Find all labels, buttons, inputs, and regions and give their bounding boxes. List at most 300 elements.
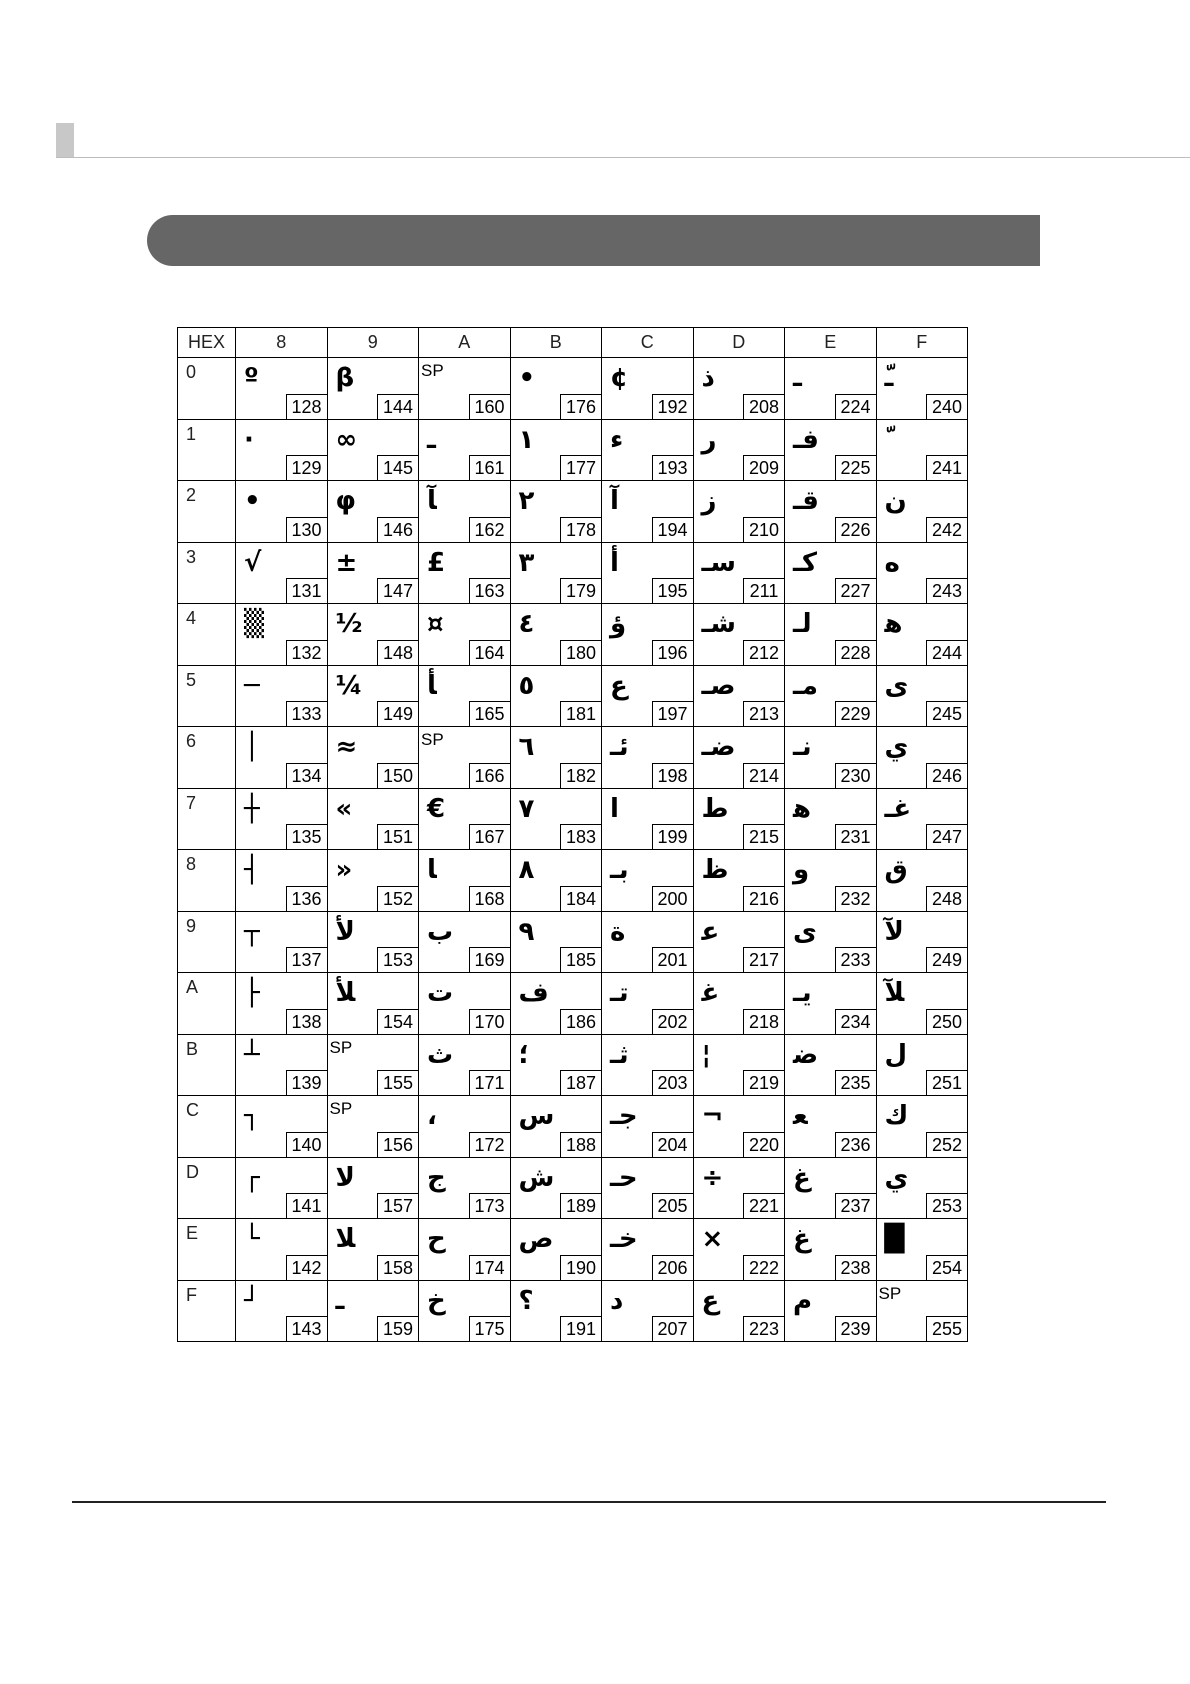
code-number: 176 [560,394,601,419]
code-number: 241 [926,455,967,480]
table-row [178,358,968,420]
code-cell [236,358,328,420]
glyph: ف [518,978,549,1008]
glyph: ل [884,1039,908,1070]
code-cell [785,1034,877,1096]
code-cell [785,604,877,666]
glyph: شـ [701,609,736,639]
code-cell [419,665,511,727]
code-number: 142 [286,1255,327,1280]
row-label: E [178,1219,236,1281]
code-number: 225 [835,455,876,480]
header-rule [56,157,1190,158]
table-row [178,973,968,1035]
code-number: 174 [469,1255,510,1280]
glyph: بـ [610,855,629,885]
code-number: 160 [469,394,510,419]
code-cell [693,1157,785,1219]
glyph: █ [884,1224,905,1254]
glyph: ث [427,1039,454,1070]
code-cell [693,665,785,727]
row-label: 4 [178,604,236,666]
code-cell [785,419,877,481]
code-cell [327,665,419,727]
code-number: 215 [743,824,784,849]
code-number: 172 [469,1132,510,1157]
code-cell [419,1157,511,1219]
glyph: أ [610,547,619,578]
table-row [178,665,968,727]
code-number: 154 [377,1009,418,1034]
code-number: 136 [286,886,327,911]
code-cell [236,1280,328,1342]
table-header-row [178,328,968,358]
row-label: D [178,1157,236,1219]
code-cell [510,604,602,666]
code-number: 216 [743,886,784,911]
row-label: 1 [178,419,236,481]
code-cell [419,1280,511,1342]
code-number: 196 [652,640,693,665]
code-cell [419,419,511,481]
code-cell [510,542,602,604]
glyph: ├ [244,978,260,1008]
code-number: 168 [469,886,510,911]
code-number: 218 [743,1009,784,1034]
glyph: مـ [793,670,818,701]
glyph: ﻸ [335,978,356,1008]
code-number: 159 [377,1316,418,1341]
code-number: 198 [652,763,693,788]
code-cell [785,911,877,973]
code-cell [236,542,328,604]
row-label: 5 [178,665,236,727]
column-header: A [419,328,511,358]
glyph: ﻫ [884,609,903,639]
code-number: 236 [835,1132,876,1157]
code-number: 150 [377,763,418,788]
code-cell [236,1157,328,1219]
code-number: 171 [469,1070,510,1095]
code-number: 221 [743,1193,784,1218]
glyph: ٧ [518,793,535,824]
code-cell [327,419,419,481]
code-number: 131 [286,578,327,603]
code-number: 246 [926,763,967,788]
glyph: ن [884,486,907,516]
code-cell [236,973,328,1035]
code-number: 229 [835,701,876,726]
glyph: ـ [427,424,436,455]
code-number: 254 [926,1255,967,1280]
code-cell [785,1157,877,1219]
code-number: 247 [926,824,967,849]
glyph: ┬ [244,916,260,947]
code-number: 231 [835,824,876,849]
code-cell [602,1034,694,1096]
glyph: SP [878,1283,902,1303]
table-row [178,850,968,912]
code-number: 240 [926,394,967,419]
code-cell [419,973,511,1035]
code-cell [876,1280,968,1342]
code-cell [876,358,968,420]
glyph: ┼ [244,793,260,824]
glyph: ي [884,1162,909,1193]
glyph: ─ [244,670,260,701]
code-number: 173 [469,1193,510,1218]
code-cell [785,358,877,420]
code-cell [785,850,877,912]
glyph: ٣ [518,547,535,578]
code-cell [510,727,602,789]
table-row [178,419,968,481]
column-header: B [510,328,602,358]
code-number: 244 [926,640,967,665]
code-cell [876,973,968,1035]
glyph: SP [329,1037,353,1057]
glyph: م [793,1285,813,1316]
row-label: 7 [178,788,236,850]
code-number: 230 [835,763,876,788]
code-cell [693,911,785,973]
code-number: 239 [835,1316,876,1341]
code-cell [785,788,877,850]
code-cell [510,1280,602,1342]
code-number: 184 [560,886,601,911]
code-cell [693,1034,785,1096]
code-number: 187 [560,1070,601,1095]
glyph: ذ [701,363,715,393]
code-cell [419,911,511,973]
code-cell [693,973,785,1035]
glyph: ر [701,424,717,455]
code-cell [327,850,419,912]
code-cell [510,481,602,543]
code-cell [419,481,511,543]
code-number: 197 [652,701,693,726]
code-number: 200 [652,886,693,911]
glyph: ﺎ [427,855,437,885]
code-cell [419,542,511,604]
column-header: 9 [327,328,419,358]
glyph: ٤ [518,609,535,639]
glyph: ك [884,1101,909,1131]
code-cell [327,727,419,789]
code-number: 238 [835,1255,876,1280]
code-number: 158 [377,1255,418,1280]
code-number: 188 [560,1132,601,1157]
glyph: ∞ [335,424,358,455]
code-number: 203 [652,1070,693,1095]
code-number: 208 [743,394,784,419]
code-number: 228 [835,640,876,665]
glyph: ح [427,1224,446,1254]
glyph: ، [427,1101,437,1131]
code-number: 152 [377,886,418,911]
glyph: √ [244,547,262,578]
glyph: ┤ [244,855,260,885]
table-row [178,1157,968,1219]
code-cell [602,1157,694,1219]
code-cell [510,1096,602,1158]
code-cell [693,1219,785,1281]
code-number: 156 [377,1132,418,1157]
glyph: ص [518,1224,554,1254]
glyph: ﻌ [793,1101,808,1131]
code-number: 232 [835,886,876,911]
glyph: سـ [701,547,736,578]
code-number: 145 [377,455,418,480]
glyph: يـ [793,978,812,1008]
glyph: غ [793,1162,811,1193]
hex-header: HEX [178,328,236,358]
code-cell [419,1034,511,1096]
code-number: 237 [835,1193,876,1218]
glyph: ﺄ [427,670,437,701]
code-number: 234 [835,1009,876,1034]
code-cell [693,419,785,481]
code-number: 130 [286,517,327,542]
glyph: « [335,793,353,824]
glyph: ع [701,1285,720,1316]
glyph: ½ [335,609,363,639]
code-number: 195 [652,578,693,603]
code-cell [602,788,694,850]
glyph: ¼ [335,670,363,701]
glyph: خ [427,1285,446,1316]
glyph: كـ [793,547,818,578]
code-cell [419,604,511,666]
glyph: قـ [793,486,819,516]
section-title-bar [147,215,1040,266]
code-cell [236,850,328,912]
code-number: 157 [377,1193,418,1218]
glyph: SP [421,730,444,749]
code-number: 166 [469,763,510,788]
code-cell [419,358,511,420]
glyph: ٦ [518,732,535,762]
code-cell [876,727,968,789]
code-number: 253 [926,1193,967,1218]
code-cell [236,481,328,543]
glyph: ئـ [610,732,629,762]
code-cell [876,665,968,727]
code-cell [419,727,511,789]
row-label: C [178,1096,236,1158]
code-number: 177 [560,455,601,480]
glyph: ب [427,916,454,947]
code-cell [602,973,694,1035]
code-number: 165 [469,701,510,726]
row-label: B [178,1034,236,1096]
code-cell [327,604,419,666]
code-number: 209 [743,455,784,480]
code-cell [236,604,328,666]
row-label: 2 [178,481,236,543]
glyph: ضـ [701,732,736,762]
code-cell [327,1280,419,1342]
glyph: ه [884,547,900,578]
code-number: 164 [469,640,510,665]
glyph: ┌ [244,1162,260,1193]
code-number: 193 [652,455,693,480]
glyph: ┘ [244,1285,260,1316]
table-row [178,481,968,543]
code-cell [602,1096,694,1158]
glyph: ش [518,1162,555,1193]
glyph: φ [335,486,356,516]
glyph: ى [793,916,817,947]
glyph: ء [610,424,624,455]
glyph: • [518,363,536,393]
code-number: 250 [926,1009,967,1034]
glyph: º [244,363,259,393]
code-number: 210 [743,517,784,542]
code-cell [876,1157,968,1219]
glyph: │ [244,732,260,762]
code-cell [602,604,694,666]
code-number: 245 [926,701,967,726]
code-cell [236,727,328,789]
glyph: ﻻ [335,1162,355,1193]
glyph: لـ [793,609,812,639]
code-cell [785,665,877,727]
code-number: 207 [652,1316,693,1341]
character-code-table [177,327,968,1342]
glyph: د [610,1285,624,1316]
code-number: 199 [652,824,693,849]
code-number: 167 [469,824,510,849]
glyph: ج [427,1162,446,1193]
row-label: 8 [178,850,236,912]
code-cell [236,911,328,973]
code-number: 217 [743,947,784,972]
glyph: ﺂ [427,486,437,516]
code-cell [785,727,877,789]
code-cell [236,1096,328,1158]
code-cell [876,481,968,543]
code-cell [419,788,511,850]
glyph: ا [610,793,619,824]
code-cell [327,911,419,973]
table-body [178,358,968,1342]
code-cell [785,1280,877,1342]
code-number: 155 [377,1070,418,1095]
glyph: ع [610,670,628,701]
glyph: ¬ [701,1101,724,1131]
glyph: و [793,855,810,885]
code-number: 169 [469,947,510,972]
glyph: غـ [884,793,912,824]
column-header: C [602,328,694,358]
glyph: ؛ [518,1039,529,1070]
code-number: 242 [926,517,967,542]
code-cell [236,419,328,481]
code-cell [327,1096,419,1158]
code-cell [327,1219,419,1281]
code-number: 222 [743,1255,784,1280]
code-cell [693,542,785,604]
code-number: 147 [377,578,418,603]
row-label: 9 [178,911,236,973]
code-number: 202 [652,1009,693,1034]
code-number: 134 [286,763,327,788]
code-cell [693,358,785,420]
code-cell [693,1280,785,1342]
code-number: 162 [469,517,510,542]
code-number: 138 [286,1009,327,1034]
code-cell [602,542,694,604]
code-cell [602,481,694,543]
glyph: ة [610,916,626,947]
glyph: آ [610,486,619,516]
glyph: • [244,486,261,516]
glyph: ؤ [610,609,627,639]
code-number: 189 [560,1193,601,1218]
code-cell [876,911,968,973]
code-number: 233 [835,947,876,972]
code-number: 248 [926,886,967,911]
column-header: F [876,328,968,358]
code-cell [419,1219,511,1281]
code-number: 227 [835,578,876,603]
code-cell [327,481,419,543]
glyph: ١ [518,424,535,455]
table-row [178,1219,968,1281]
code-cell [876,1034,968,1096]
column-header: E [785,328,877,358]
code-cell [785,481,877,543]
glyph: ± [335,547,358,578]
code-cell [510,788,602,850]
code-number: 182 [560,763,601,788]
code-cell [510,1219,602,1281]
glyph: ¦ [701,1039,711,1070]
code-number: 143 [286,1316,327,1341]
glyph: غ [793,1224,811,1254]
code-number: 137 [286,947,327,972]
table-row [178,911,968,973]
code-number: 204 [652,1132,693,1157]
code-cell [602,850,694,912]
row-label: F [178,1280,236,1342]
code-number: 175 [469,1316,510,1341]
glyph: ﻼ [335,1224,356,1254]
code-number: 226 [835,517,876,542]
code-cell [327,1157,419,1219]
code-cell [876,419,968,481]
row-label: 0 [178,358,236,420]
code-cell [602,665,694,727]
glyph: ؟ [518,1285,534,1316]
code-cell [419,1096,511,1158]
glyph: ى [884,670,909,701]
code-cell [693,727,785,789]
code-cell [785,1219,877,1281]
code-cell [236,788,328,850]
glyph: ¤ [427,609,444,639]
glyph: ز [701,486,717,516]
footer-rule [72,1501,1106,1503]
glyph: ـ [335,1285,345,1316]
code-cell [602,358,694,420]
glyph: ﻶ [884,978,905,1008]
code-number: 183 [560,824,601,849]
code-cell [876,788,968,850]
glyph: × [701,1224,724,1254]
table-row [178,788,968,850]
